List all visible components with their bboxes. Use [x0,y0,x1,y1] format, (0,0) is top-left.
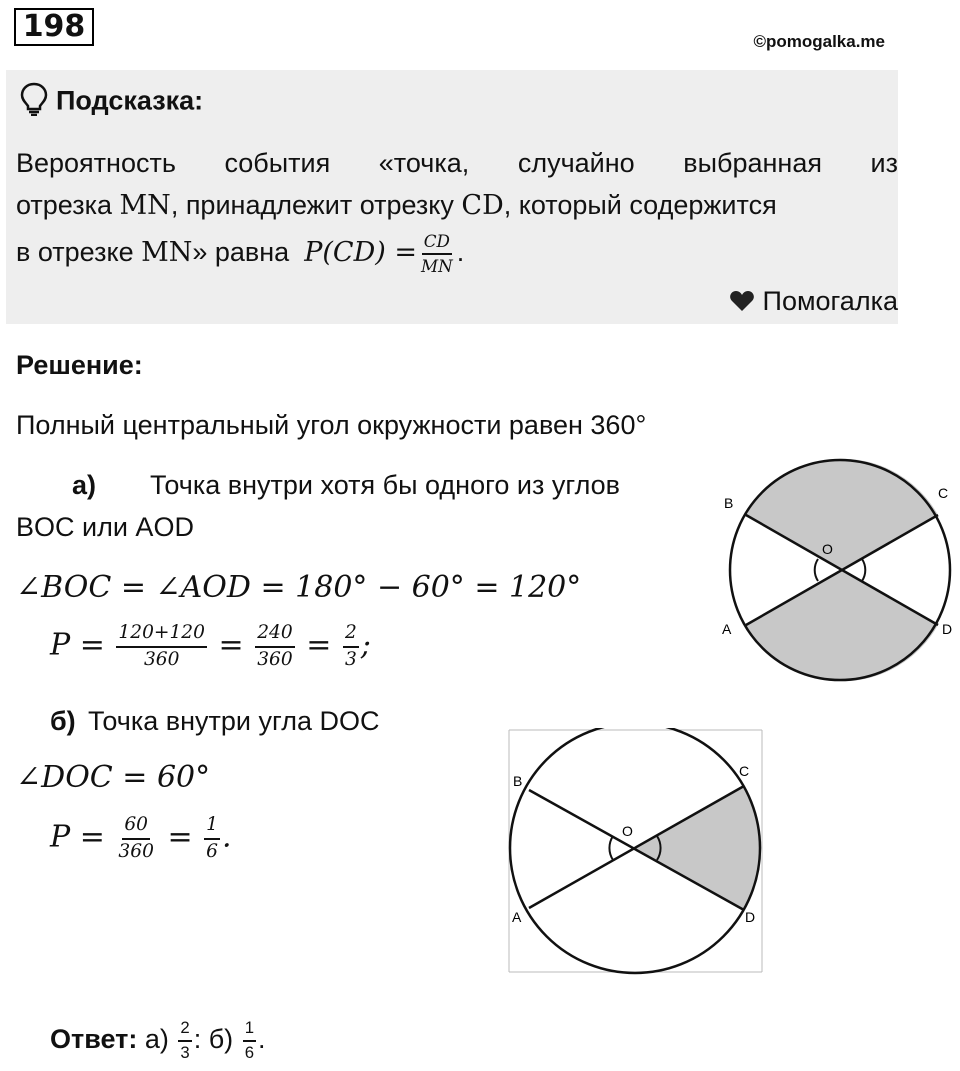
site-watermark: ©pomogalka.me [753,32,885,51]
part-b-label: б) [50,706,76,736]
brand-name: Помогалка [762,286,898,316]
part-a-equation: ∠BOC = ∠AOD = 180° − 60° = 120° [16,570,582,605]
label-b: B [513,773,523,789]
part-b-text: Точка внутри угла DOC [88,706,380,736]
label-c: C [739,763,750,779]
label-a: A [722,621,732,637]
hint-line-3: в отрезке MN» равна P(CD) = $\frac{CD}{MN}$ . [16,231,465,276]
lightbulb-icon [20,82,48,123]
circle-diagram-a [720,452,960,682]
hint-fraction: $\frac{CD}{MN}$ [420,231,453,276]
label-o: O [622,823,633,839]
answer: Ответ: а) $\frac{2}{3}$ : б) $\frac{1}{6}$ . [50,1018,266,1062]
solution-intro: Полный центральный угол окружности равен 360° [16,410,647,440]
part-a-text: Точка внутри хотя бы одного из углов [150,470,621,500]
part-b-equation: ∠DOC = 60° [16,760,211,795]
hint-title-text: Подсказка: [56,85,204,116]
hint-line-2: отрезка MN, принадлежит отрезку CD, который содержится [16,190,777,221]
answer-label: Ответ: [50,1023,138,1054]
label-a: A [512,909,522,925]
label-c: C [938,485,949,501]
brand-signature [729,286,898,317]
label-b: B [724,495,734,511]
circle-diagram-b [507,728,777,976]
solution-title: Решение: [16,350,143,380]
label-o: O [822,541,833,557]
part-a-label: а) [72,470,97,500]
label-d: D [942,621,953,637]
problem-number: 198 [14,8,94,46]
heart-icon [729,290,755,312]
part-a-text-2: BOC или AOD [16,512,194,542]
label-d: D [745,909,756,925]
hint-line-1: Вероятность события «точка, случайно выбранная из [16,148,898,178]
part-a-probability: P = $\frac{120+120}{360}$ = $\frac{240}{360}$ = $\frac{2}{3}$ ; [50,622,371,670]
hint-formula: P(CD) = [304,237,417,268]
part-b-probability: P = $\frac{60}{360}$ = $\frac{1}{6}$ . [50,814,232,862]
hint-title [20,82,203,123]
